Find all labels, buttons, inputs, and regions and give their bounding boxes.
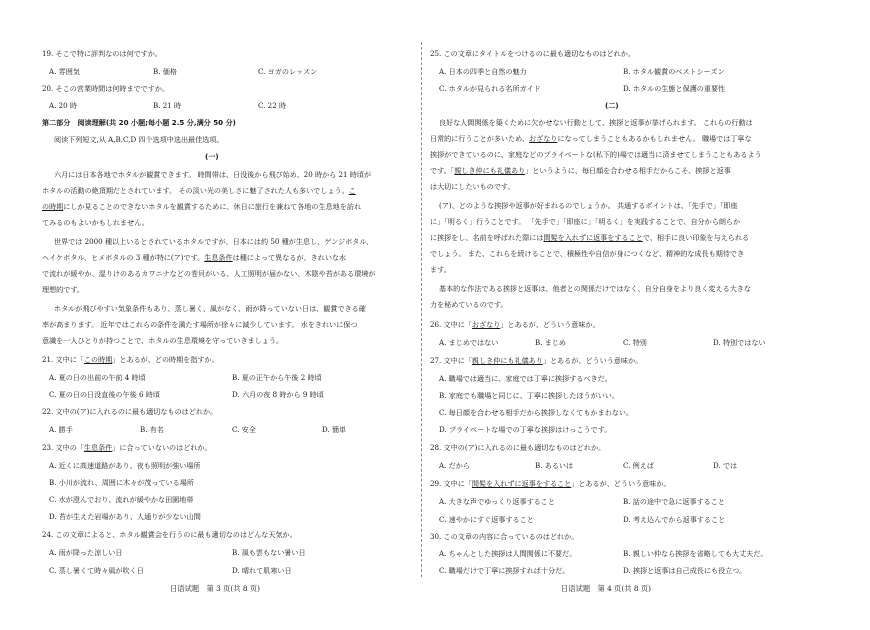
q21-stem: 21. 文中に「この時期」とあるが、どの時期を指すか。 bbox=[42, 355, 219, 364]
q26-option-b: B. まじめ bbox=[535, 338, 567, 347]
q21-option-a: A. 夏の日の出前の午前 4 時頃 bbox=[49, 373, 146, 382]
q29-stem: 29. 文中に「間髪を入れずに返事をすること」とあるが、どういう意味か。 bbox=[430, 479, 671, 488]
q25-option-c: C. ホタルが見られる名所ガイド bbox=[439, 84, 541, 93]
passage1-line: てみるのもよいかもしれません。 bbox=[42, 218, 149, 227]
q24-option-d: D. 晴れて肌寒い日 bbox=[232, 566, 292, 575]
q28-option-b: B. あるいは bbox=[535, 461, 574, 470]
q23-stem: 23. 文中の「生息条件」に合っていないのはどれか。 bbox=[42, 443, 212, 452]
passage1-line: 六月には日本各地でホタルが観賞できます。 時間帯は、日没後から飛び始め、20 時から 21 時頃が bbox=[54, 170, 372, 179]
q21-option-b: B. 夏の正午から午後 2 時頃 bbox=[232, 373, 322, 382]
passage2-line: 基本的な作法である挨拶と返事は、他者との関係だけではなく、自分自身をより良く変える大きな bbox=[439, 284, 751, 293]
passage1-line: ヘイケボタル、ヒメボタルの 3 種が特に(ア)です。生息条件は種によって異なるが、きれいな水 bbox=[42, 253, 347, 262]
q26-option-a: A. まじめではない bbox=[439, 338, 499, 347]
passage2-line: 挨拶ができているのに、家庭などのプライベートな(私下的)場では適当に済ませてしまうこともあるよう bbox=[430, 150, 762, 159]
underlined-phrase: 生息条件 bbox=[204, 253, 233, 262]
passage1-line: 世界では 2000 種以上いるとされているホタルですが、日本には約 50 種が生息し、ゲンジボタル、 bbox=[54, 237, 373, 246]
passage2-line: に」「明るく」行うことです。 「先手で」「即座に」「明るく」を実践することで、自分から朗らか bbox=[430, 217, 741, 226]
q30-option-c: C. 職場だけで丁寧に挨拶すれば十分だ。 bbox=[439, 566, 570, 575]
q28-stem: 28. 文中の(ア)に入れるのに最も適切なものはどれか。 bbox=[430, 443, 606, 452]
q27-option-c: C. 毎日顔を合わせる相手だから挨拶しなくてもかまわない。 bbox=[439, 408, 634, 417]
passage2-line: に挨拶をし、名前を呼ばれた際には間髪を入れずに返事をすることで、相手に良い印象を与えられる bbox=[430, 233, 750, 242]
q25-option-b: B. ホタル観賞のベストシーズン bbox=[623, 67, 725, 76]
q24-option-c: C. 蒸し暑くて時々風が吹く日 bbox=[49, 566, 144, 575]
passage1-line: 意識を一人ひとりが持つことで、ホタルの生息環境を守っていきましょう。 bbox=[42, 336, 284, 345]
q27-stem: 27. 文中に「親しき仲にも礼儀あり」とあるが、どういう意味か。 bbox=[430, 356, 643, 365]
passage1-line: の時期にしか見ることのできないホタルを観賞するために、休日に旅行を兼ねて各地の生息地を訪れ bbox=[42, 202, 362, 211]
underlined-phrase: の時期 bbox=[42, 202, 64, 211]
passage1-line: 率が高まります。 近年ではこれらの条件を満たす場所が徐々に減少しています。 水をきれいに保つ bbox=[42, 320, 358, 329]
section-title: 第二部分 阅读理解(共 20 小题;每小题 2.5 分,满分 50 分) bbox=[42, 118, 236, 127]
q23-option-a: A. 近くに高速道路があり、夜も照明が強い場所 bbox=[49, 461, 201, 470]
passage-label-1: (一) bbox=[205, 152, 219, 161]
q30-option-a: A. ちゃんとした挨拶は人間関係に不要だ。 bbox=[439, 549, 577, 558]
page-footer: 日语试题 第 4 页(共 8 页) bbox=[561, 584, 651, 593]
section-instruction: 阅读下列短文,从 A,B,C,D 四个选项中选出最佳选项。 bbox=[54, 135, 224, 144]
passage2-line: でしょう。 また、これらを続けることで、積極性や自信が身につくなど、精神的な成長も期待でき bbox=[430, 249, 745, 258]
q24-option-a: A. 雨が降った涼しい日 bbox=[49, 548, 123, 557]
q27-option-b: B. 家庭でも職場と同じに、丁寧に挨拶したほうがいい。 bbox=[439, 391, 619, 400]
q25-option-a: A. 日本の四季と自然の魅力 bbox=[439, 67, 527, 76]
q22-option-c: C. 安全 bbox=[232, 425, 256, 434]
underlined-phrase: 間髪を入れずに返事をすること bbox=[543, 233, 643, 242]
passage2-line: 日常的に行うことが多いため、おざなりになってしまうこともあるかもしれません。 職場では丁寧な bbox=[430, 134, 752, 143]
page-right bbox=[423, 0, 870, 630]
underlined-phrase: こ bbox=[348, 186, 356, 195]
q19-stem: 19. そこで特に評判なのは何ですか。 bbox=[42, 49, 162, 58]
passage1-line: ホタルの活動の絶頂期だとされています。 その淡い光の美しさに魅了された人も多いでしょう。こ bbox=[42, 186, 356, 195]
q29-option-c: C. 速やかにすぐ返事すること bbox=[439, 515, 534, 524]
passage1-line: ホタルが飛びやすい気象条件もあり、蒸し暑く、風がなく、雨が降っていない日は、観賞できる確 bbox=[54, 304, 366, 313]
q22-stem: 22. 文中の(ア)に入れるのに最も適切なものはどれか。 bbox=[42, 407, 218, 416]
q28-option-d: D. では bbox=[713, 461, 738, 470]
q22-option-d: D. 簡単 bbox=[322, 425, 347, 434]
q20-option-c: C. 22 時 bbox=[258, 101, 287, 110]
page-left bbox=[0, 0, 420, 630]
q29-option-a: A. 大きな声でゆっくり返事すること bbox=[439, 497, 555, 506]
passage2-line: です。「親しき仲にも礼儀あり」というように、毎日顔を合わせる相手だからこそ、挨拶と返事 bbox=[430, 166, 731, 175]
q30-stem: 30. この文章の内容に合っているのはどれか。 bbox=[430, 532, 579, 541]
q26-option-d: D. 特別ではない bbox=[713, 338, 766, 347]
underlined-phrase: おざなり bbox=[529, 134, 558, 143]
q28-option-a: A. だから bbox=[439, 461, 470, 470]
q30-option-b: B. 親しい仲なら挨拶を省略しても大丈夫だ。 bbox=[623, 549, 768, 558]
q28-option-c: C. 例えば bbox=[623, 461, 654, 470]
passage1-line: 理想的です。 bbox=[42, 285, 84, 294]
q23-option-c: C. 水が澄んでおり、流れが緩やかな田園地帯 bbox=[49, 495, 194, 504]
passage1-line: で流れが緩やか、湿りけのあるカワニナなどの巻貝がいる、人工照明が届かない、木陰や苔がある環境が bbox=[42, 269, 376, 278]
q23-option-b: B. 小川が流れ、周囲に木々が茂っている場所 bbox=[49, 478, 194, 487]
passage2-line: (ア)、どのような挨拶や返事が好まれるのでしょうか。 共通するポイントは、「先手で」「即座 bbox=[439, 201, 738, 210]
q25-stem: 25. この文章にタイトルをつけるのに最も適切なものはどれか。 bbox=[430, 49, 635, 58]
q25-option-d: D. ホタルの生態と保護の重要性 bbox=[623, 84, 726, 93]
q22-option-a: A. 勝手 bbox=[49, 425, 73, 434]
q26-stem: 26. 文中に「おざなり」とあるが、どういう意味か。 bbox=[430, 320, 600, 329]
q27-option-a: A. 職場では適当に、家庭では丁寧に挨拶するべきだ。 bbox=[439, 374, 612, 383]
q22-option-b: B. 有名 bbox=[140, 425, 164, 434]
q19-option-a: A. 雰囲気 bbox=[49, 67, 80, 76]
q21-option-c: C. 夏の日の日没直後の午後 6 時頃 bbox=[49, 390, 160, 399]
passage2-line: ます。 bbox=[430, 265, 451, 274]
passage-label-2: (二) bbox=[605, 101, 619, 110]
q24-option-b: B. 風も雲もない暑い日 bbox=[232, 548, 306, 557]
passage2-line: 良好な人間関係を築くために欠かせない行動として、挨拶と返事が挙げられます。 これらの行動は bbox=[439, 118, 753, 127]
q19-option-b: B. 価格 bbox=[153, 67, 177, 76]
passage2-line: 力を秘めているのです。 bbox=[430, 300, 508, 309]
underlined-phrase: 親しき仲にも礼儀あり bbox=[454, 166, 526, 175]
q20-stem: 20. そこの営業時間は何時までですか。 bbox=[42, 84, 170, 93]
q24-stem: 24. この文章によると、ホタル観賞会を行うのに最も適切なのはどんな天気か。 bbox=[42, 530, 297, 539]
q19-option-c: C. ヨガのレッスン bbox=[258, 67, 318, 76]
q21-option-d: D. 六月の夜 8 時から 9 時頃 bbox=[232, 390, 324, 399]
q30-option-d: D. 挨拶と返事は自己成長にも役立つ。 bbox=[623, 566, 747, 575]
column-divider bbox=[421, 42, 422, 577]
page-footer: 日语试题 第 3 页(共 8 页) bbox=[170, 584, 260, 593]
q27-option-d: D. プライベートな場での丁寧な挨拶はけっこうです。 bbox=[439, 425, 612, 434]
q26-option-c: C. 特別 bbox=[623, 338, 647, 347]
q23-option-d: D. 苔が生えた岩場があり、人通りが少ない山間 bbox=[49, 512, 201, 521]
q20-option-b: B. 21 時 bbox=[153, 101, 182, 110]
q29-option-d: D. 考え込んでから返事すること bbox=[623, 515, 726, 524]
passage2-line: は大切にしたいものです。 bbox=[430, 182, 515, 191]
q20-option-a: A. 20 時 bbox=[49, 101, 78, 110]
q29-option-b: B. 話の途中で急に返事すること bbox=[623, 497, 725, 506]
